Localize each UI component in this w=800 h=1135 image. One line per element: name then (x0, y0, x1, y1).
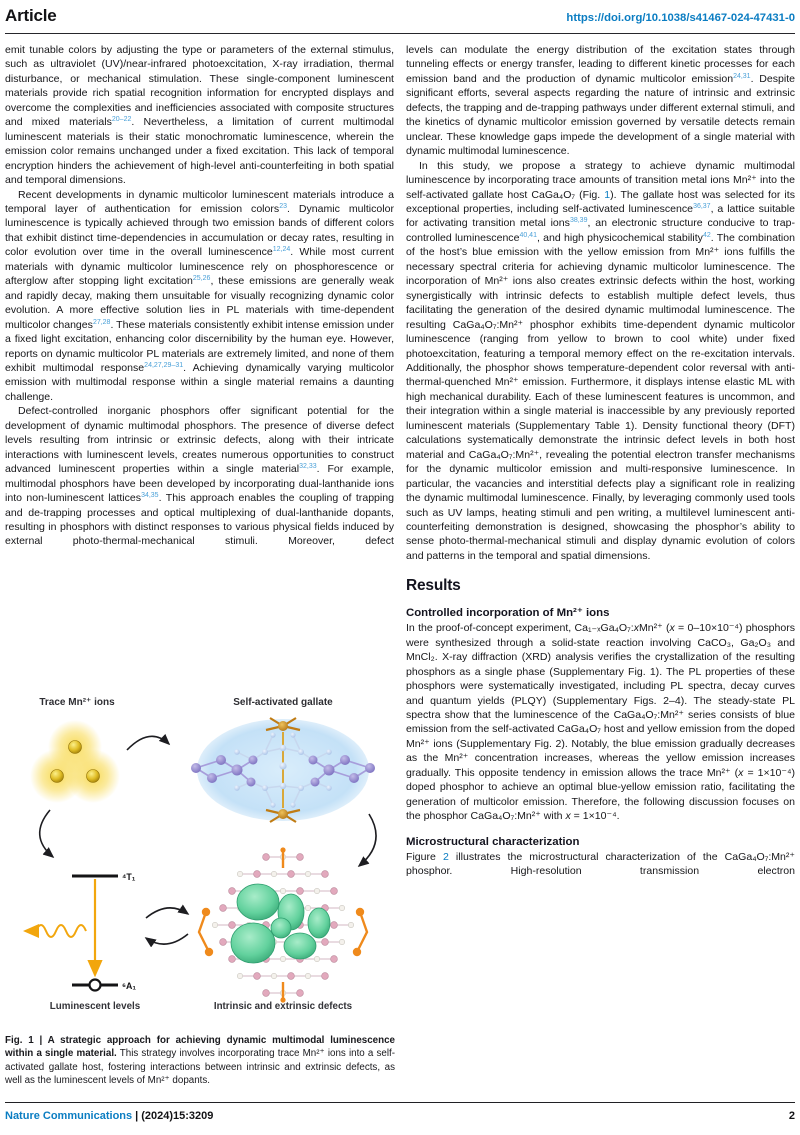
a1-level-label: ⁶A₁ (122, 981, 137, 991)
italic-text: x (738, 766, 744, 779)
reference-link[interactable]: 20–22 (111, 116, 132, 124)
reference-link[interactable]: 34,35 (141, 492, 159, 500)
italic-text: x (565, 810, 571, 823)
paragraph: Recent developments in dynamic multicolor luminescent materials introduce a temporal layer of authentication for emission colors$^{23}$. Dynamic multicolor luminescence is typically achieved through two emission bands of different colors that exhibit distinct time-dependencies in accumulation or decay rates, resulting in color evolution over time in the overall luminescence$^{12,24}$. While most current materials with dynamic multicolor luminescence rely on phosphorescence or afterglow after stopping light excitation$^{25,26}$, these emissions are generally weak and rapidly decay, making them unsuitable for visually recognizing dynamic color evolution. A more effective solution lies in PL materials with time-dependent multicolor changes$^{27,28}$. These materials consistently exhibit intense emission under a fixed light excitation, enhancing color discernibility by the human eye. However, reports on dynamic multicolor PL materials are extremely limited, and none of them exhibit multimodal response$^{24,27,29-31}$. Achieving dynamically varying multicolor emission with multimodal response within a single material remains a daunting challenge. (5, 188, 395, 403)
curved-arrow-ions-to-gallate (127, 736, 169, 750)
self-activated-gallate-label: Self-activated gallate (233, 697, 333, 708)
reference-link[interactable]: 25,26 (192, 275, 211, 283)
article-type-label: Article (5, 6, 57, 25)
bold-text: Fig. 1 | A strategic approach for achieving dynamic multimodal luminescence within a single material. (5, 1034, 395, 1060)
reference-link[interactable]: 38,39 (569, 217, 588, 225)
ground-state-circle (90, 980, 101, 991)
italic-text: x (633, 622, 639, 635)
reference-link[interactable]: 12,24 (272, 246, 291, 254)
trace-ions-panel (30, 720, 120, 803)
footer-rule (5, 1102, 795, 1103)
paragraph: Figure 2 illustrates the microstructural characterization of the CaGa₄O₇:Mn²⁺ phosphor. High-resolution transmission electron (406, 850, 795, 878)
reference-link[interactable]: 24,27,29–31 (144, 361, 184, 369)
reference-link[interactable]: 24,31 (733, 72, 751, 80)
figure-link[interactable]: 2 (442, 850, 449, 863)
energy-levels-panel (27, 872, 136, 991)
section-heading: Results (406, 577, 461, 595)
volume-citation: (2024)15:3209 (141, 1110, 214, 1122)
footer (5, 1110, 795, 1122)
green-isosurface (231, 884, 330, 963)
paragraph: levels can modulate the energy distribution of the excitation states through tunneling effects or energy transfer, leading to different kinetic processes for each emission band and the production of dynamic multicolor emission$^{24,31}$. Despite significant efforts, several aspects regarding the nature of intrinsic and extrinsic defects, the trapping and de-trapping pathways under different external stimuli, and the kinetics of dynamic multicolor emission governed by versatile detects remain unclear. These knowledge gaps impede the development of a single material with dynamic multimodal luminescence. (406, 44, 795, 158)
left-column (5, 43, 394, 549)
photon-wave-icon (27, 925, 86, 937)
mn-ion-sphere (87, 770, 100, 783)
figure-1 (0, 690, 400, 1020)
italic-text: x (669, 622, 675, 635)
reference-link[interactable]: 32,33 (299, 463, 317, 471)
reference-link[interactable]: 23 (279, 202, 287, 210)
gallate-panel (191, 718, 375, 822)
paragraph: Defect-controlled inorganic phosphors offer significant potential for the development of dynamic multimodal phosphors. The presence of diverse defect levels resulting from intrinsic or extrinsic defects, along with their intricate interactions with luminescent levels, creates numerous opportunities to construct advanced luminescent properties within a single material$^{32,33}$. For example, multimodal phosphors have been developed by incorporating dual-lanthanide ions into non-luminescent lattices$^{34,35}$. This approach enables the coupling of trapping and de-trapping processes and optical multiplexing of dual-lanthanide dopants, resulting in phosphors with distinct responses to various physical fields induced by external photo-thermal-mechanical stimuli. Moreover, defect (5, 405, 394, 548)
intrinsic-extrinsic-defects-label: Intrinsic and extrinsic defects (213, 1001, 353, 1012)
paragraph: emit tunable colors by adjusting the type or parameters of the external stimulus, such as ultraviolet (UV)/near-infrared photoexcitation, X-ray irradiation, thermal disturbance, or mechanical stimulation. These single-component luminescent materials provide rich spatial recognition information for encrypted displays and overcome the complexities and inefficiencies associated with composite structures and mixed materials$^{20-22}$. Nevertheless, a limitation of current multimodal luminescent materials is their static monochromatic luminescence, wherein the emission color remains unchanged under a fixed excitation. This lack of temporal encryption hinders the achievement of high-level anti-counterfeiting in both spatial and temporal dimensions. (5, 44, 394, 187)
reference-link[interactable]: 27,28 (92, 318, 111, 326)
figure-link[interactable]: 1 (604, 188, 611, 201)
reference-link[interactable]: 42 (702, 231, 711, 239)
paragraph: In this study, we propose a strategy to achieve dynamic multimodal luminescence by incorporating trace amounts of transition metal ions Mn²⁺ into the self-activated gallate host CaGa₄O₇ (Fig. 1). The gallate host was selected for its exceptional properties, including self-activated luminescence$^{36,37}$, a lattice suitable for activating transition metal ions$^{38,39}$, an electronic structure conducive to trap-controlled luminescence$^{40,41}$, and high physicochemical stability$^{42}$. The combination of the host’s blue emission with the yellow emission from Mn²⁺ ions fulfills the necessary spectral criteria for achieving dynamic multicolor luminescence. The incorporation of Mn²⁺ ions also creates extrinsic defects within the host, working synergistically with intrinsic defects to establish multiple defect levels, thus facilitating the generation of the desired dynamic multimodal luminescence. The resulting CaGa₄O₇:Mn²⁺ phosphor exhibits time-dependent dynamic multicolor luminescence (ranging from yellow to brown to cool white) under fixed photoexcitation, featuring a temporal memory effect on the re-excitation intervals. Additionally, the phosphor shows temperature-dependent color reversal with anti-thermal-quenched Mn²⁺ emission. Furthermore, it displays intense elastic ML with high mechanical durability. Each of these luminescent features is uncommon, and their integration within a single material is inaccessible by any previously reported luminescent materials (Supplementary Table 1). Density functional theory (DFT) calculations systematically demonstrate the intrinsic defect levels in both host material and CaGa₄O₇:Mn²⁺, revealing the potential electron transfer mechanisms for the dynamic multicolor emission and multi-responsive luminescence. In particular, the vacancies and interstitial defects play a significant role in realizing the dynamic multimodal luminescence. Finally, by leveraging commonly used tools such as UV lamps, heating stimuli and pen writing, a multilevel luminescent anti-counterfeiting demonstration is designed, showcasing the phosphor’s ability to sense photo-thermal-mechanical stimuli and display dynamic evolution of colors and patterns in the temporal and spatial dimensions. (406, 159, 795, 562)
subsection-heading: Controlled incorporation of Mn²⁺ ions (406, 607, 610, 620)
curved-arrow-ions-to-levels (40, 810, 53, 857)
mn-ion-sphere (51, 770, 64, 783)
exchange-arrows (146, 908, 188, 944)
mn-ion-sphere (69, 741, 82, 754)
page-number: 2 (788, 1110, 795, 1122)
footer-citation (5, 1110, 213, 1122)
reference-link[interactable]: 36,37 (693, 202, 711, 210)
curved-arrow-gallate-to-defects (359, 814, 376, 866)
footer-separator: | (135, 1110, 139, 1122)
paragraph: In the proof-of-concept experiment, Ca₁₋ₓGa₄O₇:xMn²⁺ (x = 0–10×10⁻⁴) phosphors were synthesized through a solid-state reaction involving CaCO₃, Ga₂O₃ and MnCl₂. X-ray diffraction (XRD) analysis verifies the crystallization of the resulting phosphors as a single phase (Supplementary Fig. 1). The PL properties of these phosphors were systematically investigated, including PL spectra, decay curves and quantum yields (PLQY) (Supplementary Figs. 2–4). The steady-state PL spectra show that the luminescence of the CaGa₄O₇:Mn²⁺ series consists of blue emission from the self-activated CaGa₄O₇ host and yellow emission from the doped Mn²⁺ ions (Supplementary Fig. 2). Notably, the blue emission gradually decreases as the Mn²⁺ concentration increases, whereas the yellow emission increases gradually. This opposite tendency in emission allows the trace Mn²⁺ (x = 1×10⁻⁴) doped phosphor to achieve an optimal blue-yellow emission ratio, facilitating the generation of multicolor emission. Therefore, the following discussion focuses on the phosphor CaGa₄O₇:Mn²⁺ with x = 1×10⁻⁴. (406, 622, 796, 823)
journal-name-link[interactable]: Nature Communications (5, 1110, 133, 1122)
trace-mn-ions-label: Trace Mn²⁺ ions (39, 697, 115, 708)
subsection-heading: Microstructural characterization (406, 835, 580, 848)
luminescent-levels-label: Luminescent levels (49, 1001, 141, 1012)
defects-panel (199, 847, 367, 1002)
doi-link[interactable]: https://doi.org/10.1038/s41467-024-47431-0 (566, 12, 795, 24)
reference-link[interactable]: 40,41 (519, 231, 537, 239)
header (5, 6, 795, 26)
header-rule (5, 33, 795, 34)
right-column (406, 43, 795, 879)
figure-caption: Fig. 1 | A strategic approach for achieving dynamic multimodal luminescence within a single material. This strategy involves incorporating trace Mn²⁺ ions into a self-activated gallate host, fostering interactions between intrinsic and extrinsic defects, as well as the luminescent levels of Mn²⁺ dopants. (5, 1034, 395, 1087)
t1-level-label: ⁴T₁ (122, 872, 136, 882)
